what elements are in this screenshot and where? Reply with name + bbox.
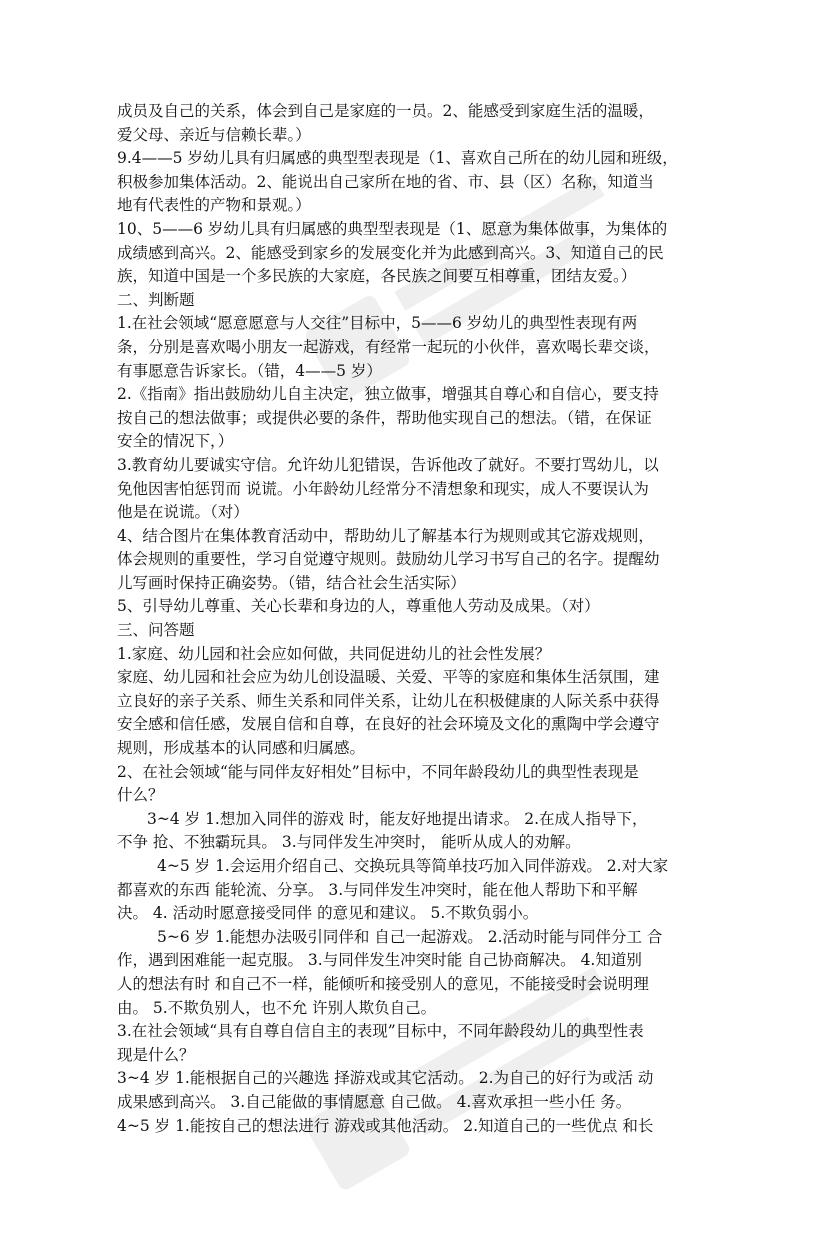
text-line: 安全的情况下，）: [117, 432, 234, 451]
text-line: 成员及自己的关系，体会到自己是家庭的一员。2、能感受到家庭生活的温暖，: [117, 102, 654, 120]
document-body: [117, 100, 717, 1138]
text-line: 2、在社会领域“能与同伴友好相处”目标中，不同年龄段幼儿的典型性表现是: [117, 762, 639, 781]
text-line: 不争 抢、不独霸玩具。 3.与同伴发生冲突时， 能听从成人的劝解。: [117, 833, 581, 852]
text-line: 5~6 岁 1.能想办法吸引同伴和 自己一起游戏。 2.活动时能与同伴分工 合: [157, 927, 663, 946]
text-line: 3.教育幼儿要诚实守信。允许幼儿犯错误，告诉他改了就好。不要打骂幼儿，以: [117, 455, 659, 474]
text-line: 成绩感到高兴。2、能感受到家乡的发展变化并为此感到高兴。3、知道自己的民: [117, 243, 664, 262]
text-line: 都喜欢的东西 能轮流、分享。 3.与同伴发生冲突时，能在他人帮助下和平解: [117, 880, 638, 899]
section-heading: 二、判断题: [117, 290, 195, 309]
text-line: 1.在社会领域“愿意愿意与人交往”目标中，5——6 岁幼儿的典型性表现有两: [117, 314, 638, 333]
text-line: 4、结合图片在集体教育活动中，帮助幼儿了解基本行为规则或其它游戏规则，: [117, 526, 654, 545]
text-line: 什么？: [117, 786, 164, 805]
text-line: 决。 4. 活动时愿意接受同伴 的意见和建议。 5.不欺负弱小。: [117, 904, 539, 923]
text-line: 条，分别是喜欢喝小朋友一起游戏，有经常一起玩的小伙伴，喜欢喝长辈交谈，: [117, 337, 660, 356]
text-line: 3~4 岁 1.想加入同伴的游戏 时，能友好地提出请求。 2.在成人指导下，: [147, 809, 648, 828]
text-line: 地有代表性的产物和景观。）: [117, 196, 311, 215]
text-line: 9.4——5 岁幼儿具有归属感的典型型表现是（1、喜欢自己所在的幼儿园和班级，: [117, 149, 678, 168]
text-line: 立良好的亲子关系、师生关系和同伴关系，让幼儿在积极健康的人际关系中获得: [117, 691, 660, 710]
text-line: 3.在社会领域“具有自尊自信自主的表现”目标中，不同年龄段幼儿的典型性表: [117, 1022, 644, 1041]
text-line: 族，知道中国是一个多民族的大家庭，各民族之间要互相尊重，团结友爱。）: [117, 267, 637, 286]
text-line: 家庭、幼儿园和社会应为幼儿创设温暖、关爱、平等的家庭和集体生活氛围，建: [117, 668, 660, 687]
section-heading: 三、问答题: [117, 621, 195, 640]
text-line: 由。 5.不欺负别人，也不允 许别人欺负自己。: [117, 998, 437, 1017]
text-line: 2.《指南》指出鼓励幼儿自主决定，独立做事，增强其自尊心和自信心，要支持: [117, 385, 659, 404]
text-line: 成果感到高兴。 3.自己能做的事情愿意 自己做。 4.喜欢承担一些小任 务。: [117, 1092, 632, 1111]
text-line: 1.家庭、幼儿园和社会应如何做，共同促进幼儿的社会性发展？: [117, 644, 551, 663]
text-line: 3~4 岁 1.能根据自己的兴趣选 择游戏或其它活动。 2.为自己的好行为或活 动: [117, 1069, 654, 1088]
text-line: 他是在说谎。（对）: [117, 503, 249, 522]
text-line: 4~5 岁 1.会运用介绍自己、交换玩具等简单技巧加入同伴游戏。 2.对大家: [157, 857, 669, 875]
text-line: 儿写画时保持正确姿势。（错，结合社会生活实际）: [117, 573, 466, 592]
text-line: 作，遇到困难能一起克服。 3.与同伴发生冲突时能 自己协商解决。 4.知道别: [117, 951, 642, 970]
text-line: 人的想法有时 和自己不一样，能倾听和接受别人的意见，不能接受时会说明理: [117, 974, 649, 993]
text-line: 有事愿意告诉家长。（错，4——5 岁）: [117, 361, 382, 380]
text-line: 现是什么？: [117, 1045, 195, 1064]
text-line: 积极参加集体活动。2、能说出自己家所在地的省、市、县（区）名称，知道当: [117, 172, 654, 191]
text-line: 安全感和信任感，发展自信和自尊，在良好的社会环境及文化的熏陶中学会遵守: [117, 715, 660, 734]
text-line: 规则，形成基本的认同感和归属感。: [117, 739, 366, 758]
text-line: 4~5 岁 1.能按自己的想法进行 游戏或其他活动。 2.知道自己的一些优点 和长: [117, 1116, 654, 1135]
text-line: 爱父母、亲近与信赖长辈。）: [117, 125, 311, 144]
text-line: 体会规则的重要性，学习自觉遵守规则。鼓励幼儿学习书写自己的名字。提醒幼: [117, 550, 660, 569]
text-line: 10、5——6 岁幼儿具有归属感的典型型表现是（1、愿意为集体做事，为集体的: [117, 219, 668, 238]
text-line: 按自己的想法做事；或提供必要的条件，帮助他实现自己的想法。（错，在保证: [117, 408, 652, 427]
text-line: 免他因害怕惩罚而 说谎。小年龄幼儿经常分不清想象和现实，成人不要误认为: [117, 479, 649, 498]
text-line: 5、引导幼儿尊重、关心长辈和身边的人，尊重他人劳动及成果。（对）: [117, 597, 600, 616]
